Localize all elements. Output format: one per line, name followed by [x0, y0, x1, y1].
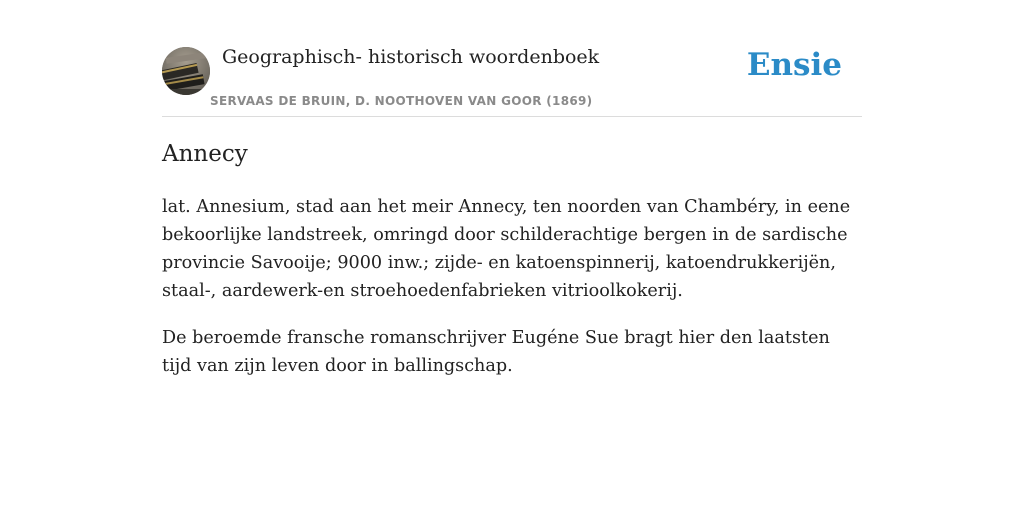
book-title[interactable]: Geographisch- historisch woordenboek: [222, 46, 600, 68]
book-cover-avatar[interactable]: [162, 47, 210, 95]
entry-body: [162, 193, 862, 399]
entry-paragraph: lat. Annesium, stad aan het meir Annecy, ten noorden van Chambéry, in eene bekoorlijke landstreek, omringd door schilderachtige bergen in de sardische provincie Savooije; 9000 inw.; zijde- en katoenspinnerij, katoendrukkerijën, staal-, aardewerk-en stroehoedenfabrieken vitrioolkokerij.: [162, 197, 851, 301]
ensie-logo-link[interactable]: Ensie: [746, 47, 842, 83]
header: [162, 0, 862, 117]
entry-title: Annecy: [162, 141, 248, 167]
book-stack-icon: [162, 47, 210, 95]
page: [162, 0, 862, 512]
entry-paragraph: De beroemde fransche romanschrijver Eugéne Sue bragt hier den laatsten tijd van zijn leven door in ballingschap.: [162, 328, 830, 376]
book-authors: SERVAAS DE BRUIN, D. NOOTHOVEN VAN GOOR (1869): [210, 94, 593, 108]
